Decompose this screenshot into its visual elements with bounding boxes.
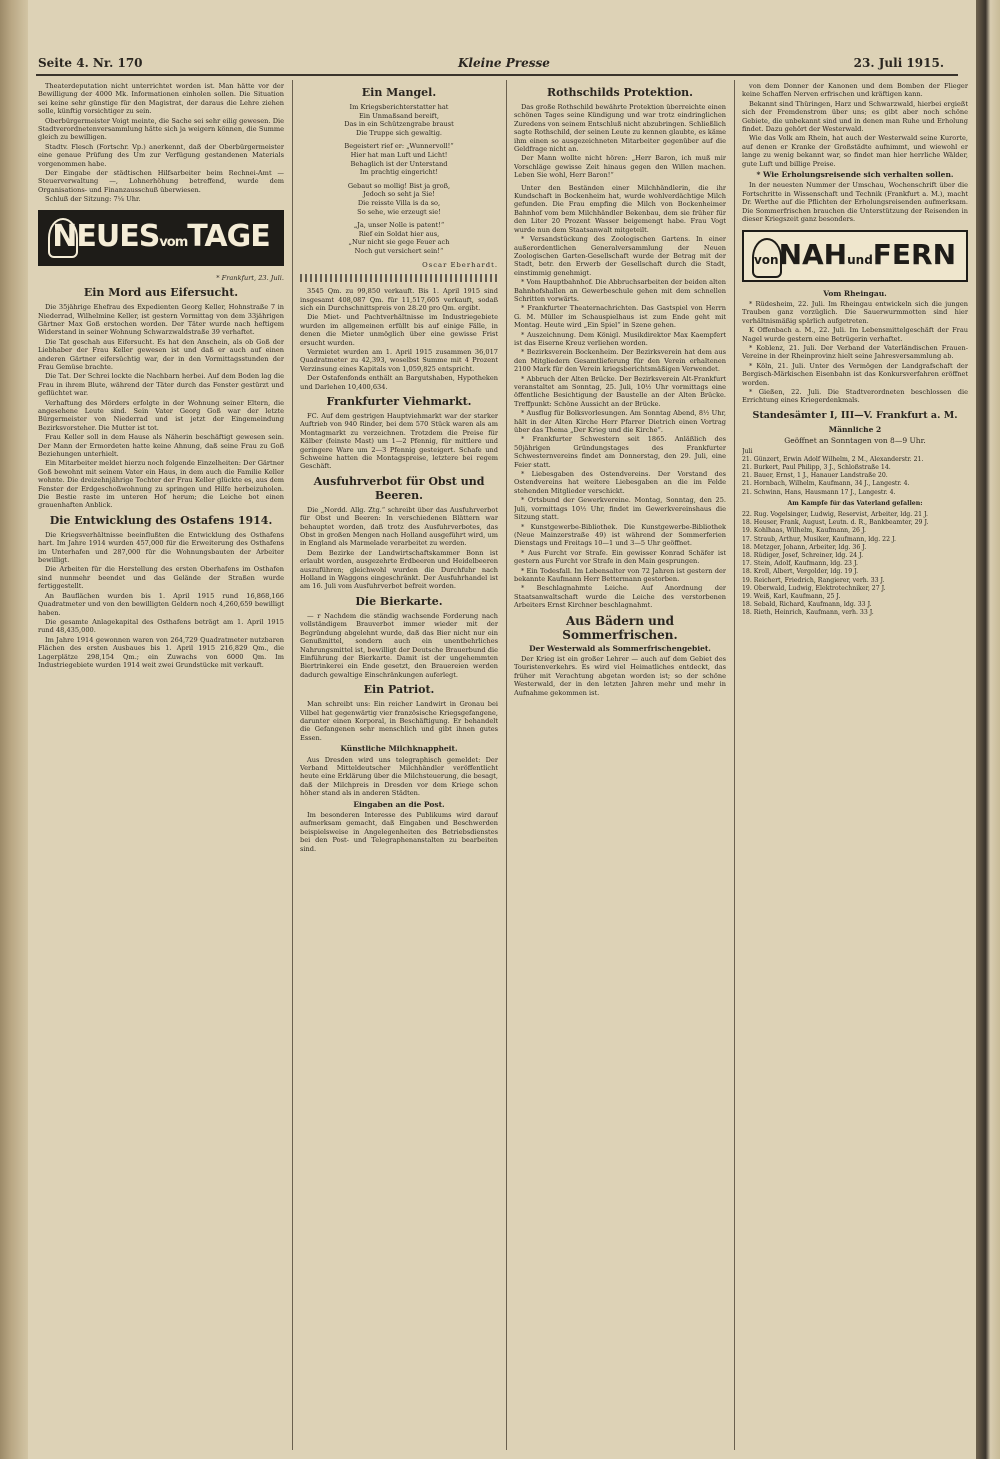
poem-title: Ein Mangel. [361,86,437,99]
paragraph: — r Nachdem die ständig wachsende Forderung nach vollständigem Brauverbot immer wieder mit der Begründung abgelehnt wurde, daß das Bier nicht nur ein Genußmittel, sondern auch ein unentbehrliches Nahrungsmittel ist, bewilligt der Deutsche Brauerbund die Einführung der Bierkarte. Damit ist der ungehemmten Biertrinkerei ein Ende gesetzt, den Brauereien werden dadurch gewaltige Einschränkungen auferlegt. [300,611,498,679]
paragraph: Theaterdeputation nicht unterrichtet worden ist. Man hätte vor der Bewilligung der 4000 Mk. Informationen einholen sollen. Die Situation sei keine sehr günstige für den Magistrat, der daraus die Lehre ziehen solle, künftig vorsichtiger zu sein. [38,82,284,116]
article-headline: Ein Mord aus Eifersucht. [83,286,239,300]
article-headline: Frankfurter Viehmarkt. [326,394,472,408]
paragraph: Wie das Volk am Rhein, hat auch der Westerwald seine Kurorte, auf denen er Kranke der Großstädte aufnimmt, und wiewohl er lange zu wenig bekannt war, so findet man hier herrliche Wälder, gute Luft und billige Preise. [742,134,968,168]
poem-line: Im prachtig eingericht! [359,168,439,177]
poem-line: Ein Unmaßsand bereift, [358,111,439,120]
list-item: 18. Rieth, Heinrich, Kaufmann, verh. 33 J. [742,609,874,617]
paragraph: * Ausflug für Bolksvorlesungen. Am Sonntag Abend, 8½ Uhr, hält in der Alten Kirche Herr Pfarrer Dietrich einen Vortrag über das Thema „Der Krieg und die Kirche“. [514,409,726,435]
banner-title: NEUESvomTAGE [52,218,270,254]
poem-line: Die Truppe sich gewaltig. [355,128,443,137]
paragraph: * Abbruch der Alten Brücke. Der Bezirksverein Alt-Frankfurt veranstaltet am Sonntag, 25. Juli, 10½ Uhr vormittags eine öffentliche Besichtigung der Baustelle an der Alten Brücke. Treffpunkt: Schöne Aussicht an der Brücke. [514,374,726,408]
paragraph: * Rüdesheim, 22. Juli. Im Rheingau entwickeln sich die jungen Trauben ganz vorzüglich. Die Sauerwurmmotten sind hier verhältnismäßig spärlich aufgetreten. [742,299,968,325]
list-item: 21. Günzert, Erwin Adolf Wilhelm, 2 M., Alexanderstr. 21. [742,455,924,463]
article-headline: Aus Bädern und Sommerfrischen. [562,613,678,642]
poem-line: Jedoch so seht ja Sie! [363,190,435,199]
list-item: 17. Stein, Adolf, Kaufmann, ldg. 23 J. [742,560,858,568]
poem-line: Gebaut so mollig! Bist ja groß, [347,181,451,190]
article-headline: Ausfuhrverbot für Obst und Beeren. [313,474,485,502]
list-item: 18. Kroll, Albert, Vergolder, ldg. 19 J. [742,568,859,576]
paragraph: K Offenbach a. M., 22. Juli. Im Lebensmittelgeschäft der Frau Nagel wurde gestern eine Betrügerin verhaftet. [742,326,968,343]
paragraph: * Vom Hauptbahnhof. Die Abbruchsarbeiten der beiden alten Bahnhofshallen an Gewerbeschule gehen mit dem schnellen Schritten vorwärts. [514,278,726,303]
paragraph: Im Jahre 1914 gewonnen waren von 264,729 Quadratmeter nutzbaren Flächen des ersten Ausbaues bis 1. April 1915 216,829 Qm., die Lagerplätze 298,154 Qm.; ein Zuwachs von 6000 Qm. Im Industriegebiete wurden 1914 weit zwei Grundstücke mit verkauft. [38,635,284,669]
paragraph: Der Mann wollte nicht hören: „Herr Baron, ich muß mir Vorschläge gewisse Zeit hinaus gegen den Willen machen. Leben Sie wohl, Herr Baron!“ [514,154,726,180]
paragraph: In der neuesten Nummer der Umschau, Wochenschrift über die Fortschritte in Wissenschaft und Technik (Frankfurt a. M.), macht Dr. Werthe auf die Pflichten der Erholungsreisenden aufmerksam. Die Sommerfrischen brauchen die Unterstützung der Reisenden in dieser Kriegszeit ganz besonders. [742,181,968,224]
paragraph: Die Kriegsverhältnisse beeinflußten die Entwicklung des Osthafens hart. Im Jahre 1914 wurden 457,000 für die Erweiterung des Osthafens im Unterhafen und 287,000 für die Wohnungsbauten der Arbeiter bewilligt. [38,530,284,565]
article-headline: Die Bierkarte. [355,594,443,608]
paragraph: * Frankfurter Schwestern seit 1865. Anläßlich des 50jährigen Gründungstages des Frankfurter Schwesternvereins findet am Donnerstag, den 29. Juli, eine Feier statt. [514,435,726,469]
list-item: Juli [742,447,753,455]
paragraph: * Kunstgewerbe-Bibliothek. Die Kunstgewerbe-Bibliothek (Neue Mainzerstraße 49) ist während der Sommerferien Dienstags und Freitags 10—1 und 3—5 Uhr geöffnet. [514,522,726,548]
paragraph: Die 35jährige Ehefrau des Expedienten Georg Keller, Hohnstraße 7 in Niederrad, Wilhelmine Keller, ist gestern Vormittag von dem 33jährigen Gärtner Max Goß erstochen worden. Der Täter wurde nach heftigem Widerstand in seiner Wohnung Schwarzwaldstraße 39 verhaftet. [38,303,284,337]
paragraph: Stadtv. Flesch (Fortschr. Vp.) anerkennt, daß der Oberbürgermeister eine genaue Prüfung des Um zur Verfügung gestandenen Materials vorgenommen habe. [38,142,284,168]
page-header [38,56,948,74]
poem-line: Die reisste Villa is da so, [357,198,441,207]
sub-headline: Der Westerwald als Sommerfrischengebiet. [529,643,711,653]
ornamental-divider [300,274,498,282]
paragraph: Die gesamte Anlagekapital des Osthafens beträgt am 1. April 1915 rund 48,435,000. [38,617,284,635]
newspaper-title: Kleine Presse [458,56,550,70]
list-item: 21. Bauer, Ernst, 1 J., Hanauer Landstraße 20. [742,472,888,480]
poem-stanza [300,182,498,216]
banner-title: vonNAHundFERN [753,237,957,271]
paragraph: Die Tat. Der Schrei lockte die Nachbarn herbei. Auf dem Boden lag die Frau in ihrem Blute, während der Täter durch das Fenster gestürzt und geflüchtet war. [38,372,284,398]
paragraph: * Koblenz, 21. Juli. Der Verband der Vaterländischen Frauen-Vereine in der Rheinprovinz hielt seine Jahresversammlung ab. [742,343,968,361]
paragraph: Unter den Beständen einer Milchhändlerin, die ihr Kundschaft in Bockenheim hat, wurde wohlverdächtige Milch gefunden. Die Frau empfing die Milch von Bockenheimer Bahnhof vom bem Milchhändler Bekenbau, dem sie früher für den Liter 20 Prozent Wasser beigemengt habe. Frau Vogt wurde nun dem Staatsanwalt mitgeteilt. [514,183,726,234]
poem-line: „Ja, unser Nolle is patent!“ [353,221,445,230]
section-banner-neues-vom-tage [38,210,284,266]
sub-headline: Vom Rheingau. [823,288,887,298]
sub-headline: Männliche 2 [828,424,882,434]
column-3 [514,82,726,1452]
notice: Geöffnet an Sonntagen von 8—9 Uhr. [784,436,926,446]
paragraph: Aus Dresden wird uns telegraphisch gemeldet: Der Verband Mitteldeutscher Milchhändler veröffentlicht heute eine Erklärung über die Milchsteuerung, die besagt, daß der Milchpreis in Dresden vor dem Kriege schon höher stand als in anderen Städten. [300,755,498,798]
sub-headline: Künstliche Milchknappheit. [340,744,458,754]
poem-line: Im Kriegsberichterstatter hat [349,103,449,111]
paragraph: Oberbürgermeister Voigt meinte, die Sache sei sehr eilig gewesen. Die Stadtverordnetenversammlung hätte sich ja weigern können, die Summe gleich zu bewilligen. [38,116,284,142]
paragraph: Man schreibt uns: Ein reicher Landwirt in Gronau bei Vilbel hat gegenwärtig vier französische Kriegsgefangene, darunter einen Korporal, in Beschäftigung. Er behandelt die Gefangenen sehr menschlich und gibt ihnen gutes Essen. [300,700,498,742]
list-item: 18. Sebald, Richard, Kaufmann, ldg. 33 J. [742,601,872,609]
list-item: 18. Rüdiger, Josef, Schreiner, ldg. 24 J. [742,552,864,560]
poem-line: Das in ein Schützengrabe braust [344,120,454,129]
poem-line: „Nur nicht sie gege Feuer ach [348,238,450,247]
paragraph: Das große Rothschild bewährte Protektion überreichte einen schönen Tages seine Kündigung und war trotz eindringlichen Zuredens von seinem Entschluß nicht abzubringen. Schließlich sagte Rothschild, der seinen Leute zu kennen glaubte, es käme ihm einen so ausgezeichneten Mitarbeiter gegenüber auf die Geldfrage nicht an. [514,103,726,154]
page-edge-right [976,0,1000,1459]
paragraph: * Versandstückung des Zoologischen Gartens. In einer außerordentlichen Generalversammlung der Neuen Zoologischen Garten-Gesellschaft wurde der Betrag mit der Stadt, betr. den Erwerb der Gesellschaft durch die Stadt, einstimmig genehmigt. [514,235,726,277]
paragraph: Der Eingabe der städtischen Hilfsarbeiter beim Rechnei-Amt — Steuerverwaltung —, Lohnerhöhung betreffend, wurde dem Organisations- und Finanzausschuß überwiesen. [38,169,284,194]
paragraph: Der Krieg ist ein großer Lehrer — auch auf dem Gebiet des Touristenverkehrs. Es wird viel Heimatliches entdeckt, das früher mit Verachtung abgetan worden ist; so der schöne Westerwald, der in den letzten Jahren mehr und mehr in Aufnahme gekommen ist. [514,654,726,697]
poem-line: So sehe, wie erzeugt sie! [357,207,441,216]
list-item: 18. Heuser, Frank, August, Leutn. d. R., Bankbeamter, 29 J. [742,519,929,527]
list-heading: Am Kampfe für das Vaterland gefallen: [787,499,923,507]
newspaper-page [28,0,976,1459]
paragraph: * Ortsbund der Gewerkvereine. Montag, Sonntag, den 25. Juli, vormittags 10½ Uhr, findet im Gewerkvereinshaus die Sitzung statt. [514,496,726,522]
paragraph: 3545 Qm. zu 99,850 verkauft. Bis 1. April 1915 sind insgesamt 408,087 Qm. für 11,517,605 verkauft, sodaß sich ein Durchschnittspreis von 28.20 pro Qm. ergibt. [300,287,498,312]
poem-line: Noch gut versichert sein!“ [354,246,444,255]
paragraph: Im besonderen Interesse des Publikums wird darauf aufmerksam gemacht, daß Eingaben und Beschwerden beispielsweise in Angelegenheiten des Betriebsdienstes bei den Post- und Telegraphenanstalten zu bearbeiten sind. [300,811,498,853]
paragraph: * Auszeichnung. Dem Königl. Musikdirektor Max Kaempfert ist das Eiserne Kreuz verliehen worden. [514,330,726,347]
paragraph: Der Ostafenfonds enthält an Bargutshaben, Hypotheken und Darlehen 10,400,634. [300,374,498,391]
list-item: 21. Schwinn, Hans, Hausmann 17 J., Langestr. 4. [742,488,896,496]
poem-line: Begeistert rief er: „Wunnervoll!“ [344,142,454,151]
page-number: Seite 4. Nr. 170 [38,56,143,70]
paragraph: Die Tat geschah aus Eifersucht. Es hat den Anschein, als ob Goß der Liebhaber der Frau Keller gewesen ist und daß er auch auf einen anderen Gärtner eifersüchtig war, der in den Vormittagsstunden der Frau Gemüse brachte. [38,337,284,371]
paragraph: von dem Donner der Kanonen und dem Bomben der Flieger keine Schaffen Nerven erfrischen und kräftigen kann. [742,82,968,99]
poem-stanza [300,103,498,137]
paragraph: * Liebesgaben des Ostendvereins. Der Vorstand des Ostendvereins hat weitere Liebesgaben an die im Felde stehenden Mitglieder verschickt. [514,470,726,495]
poem-line: Behaglich ist der Unterstand [350,159,448,168]
poem-author: Oscar Eberhardt. [422,260,498,269]
list-item: 21. Hornbach, Wilhelm, Kaufmann, 34 J., Langestr. 4. [742,480,910,488]
column-2 [300,82,498,1452]
registry-list [742,448,968,618]
poem-line: Rief ein Soldat hier aus, [358,229,440,238]
poem [300,103,498,269]
paragraph: * Frankfurter Theaternachrichten. Das Gastspiel von Herrn G. M. Müller im Schauspielhaus ist zum Ende geht mit Montag. Heute wird „Ein Spiel“ in Szene gehen. [514,304,726,330]
paragraph: FC. Auf dem gestrigen Hauptviehmarkt war der starker Auftrieb von 940 Rinder, bei dem 570 Stück waren als am Montagmarkt zu verzeichnen. Trotzdem die Preise für Kälber (feinste Mast) um 1—2 Pfennig, für mittlere und geringere Ware um 2—3 Pfennig gesteigert. Schafe und Schweine hatten die Montagspreise, letztere bei regem Geschäft. [300,411,498,471]
dateline: * Frankfurt, 23. Juli. [216,273,284,282]
paragraph: Schluß der Sitzung: 7¼ Uhr. [45,195,141,204]
issue-date: 23. Juli 1915. [853,56,944,70]
paragraph: Frau Keller soll in dem Hause als Näherin beschäftigt gewesen sein. Der Mann der Ermordeten hatte keine Ahnung, daß seine Frau zu Goß Beziehungen unterhielt. [38,433,284,458]
list-item: 17. Straub, Arthur, Musiker, Kaufmann, ldg. 22 J. [742,535,896,543]
article-headline: Die Entwicklung des Ostafens 1914. [49,513,273,527]
paragraph: Ein Mitarbeiter meldet hierzu noch folgende Einzelheiten: Der Gärtner Goß bewohnt mit seinem Vater ein Haus, in dem auch die Familie Keller wohnte. Die dreizehnjährige Tochter der Frau Keller glückte es, aus dem Fenster der Erdgeschoßwohnung zu springen und Hilfe herbeizuholen. Die Bestie raste im unteren Hof herum; die Leiche bot einen grauenhaften Anblick. [38,459,284,510]
paragraph: Bekannt sind Thüringen, Harz und Schwarzwald, hierbei ergießt sich der Fremdenstrom über uns; es gibt aber noch schöne Gebiete, die unbekannt sind und in denen man Ruhe und Erholung findet. Dazu gehört der Westerwald. [742,99,968,134]
article-headline: Standesämter I, III—V. Frankfurt a. M. [752,409,958,421]
article-headline: Rothschilds Protektion. [546,86,694,99]
article-headline: Ein Patriot. [363,683,435,697]
header-rule [36,74,958,76]
section-banner-von-nah-und-fern [742,230,968,282]
poem-line: Hier hat man Luft und Licht! [350,150,448,159]
list-item: 19. Oberwald, Ludwig, Elektrotechniker, 27 J. [742,584,886,592]
column-1 [38,82,284,1452]
column-rule-3 [734,80,735,1450]
article-headline: * Wie Erholungsreisende sich verhalten sollen. [756,170,954,180]
column-rule-2 [506,80,507,1450]
poem-stanza [300,221,498,255]
paragraph: Verhaftung des Mörders erfolgte in der Wohnung seiner Eltern, die angesehene Leute sind. Sein Vater Georg Goß war der letzte Bürgermeister von Niederrad und ist jetzt der Eingemeindung Bezirksvorsteher. Die Mutter ist tot. [38,398,284,432]
list-item: 18. Metzger, Johann, Arbeiter, ldg. 36 J. [742,543,867,551]
paragraph: * Gießen, 22. Juli. Die Stadtverordneten beschlossen die Errichtung eines Kriegerdenkmals. [742,387,968,405]
paragraph: * Beschlagnahmte Leiche. Auf Anordnung der Staatsanwaltschaft wurde die Leiche des verstorbenen Arbeiters Ernst Kirchner beschlagnahmt. [514,584,726,610]
column-rule-1 [292,80,293,1450]
list-item: 21. Burkert, Paul Philipp, 3 J., Schloßstraße 14. [742,464,891,471]
paragraph: * Ein Todesfall. Im Lebensalter von 72 Jahren ist gestern der bekannte Kaufmann Herr Bettermann gestorben. [514,566,726,583]
paragraph: * Bezirksverein Bockenheim. Der Bezirksverein hat dem aus den Mitgliedern Gesamtlieferung für den Verein erhaltenen 2100 Mark für den Verein kriegsberichtsmäßigen Verwendet. [514,348,726,374]
paragraph: * Köln, 21. Juli. Unter des Vermögen der Landgrafschaft der Bergisch-Märkischen Eisenbahn ist das Konkursverfahren eröffnet worden. [742,361,968,387]
paragraph: Die Miet- und Pachtverhältnisse im Industriegebiete wurden im allgemeinen erfüllt bis auf einige Fälle, in denen die Mieter unmöglich über eine gewisse Frist ersucht wurden. [300,313,498,347]
list-item: 19. Reichert, Friedrich, Rangierer, verh. 33 J. [742,576,885,584]
list-item: 22. Rug. Vogelsinger, Ludwig, Reservist, Arbeiter, ldg. 21 J. [742,511,928,519]
sub-headline: Eingaben an die Post. [353,799,445,809]
paragraph: Vermietet wurden am 1. April 1915 zusammen 36,017 Quadratmeter zu 42,393, woselbst Summe mit 4 Prozent Verzinsung eines Kapitals von 1,059,825 entspricht. [300,347,498,373]
list-item: 19. Weiß, Karl, Kaufmann, 25 J. [742,593,841,601]
page-binding-left [0,0,28,1459]
poem-stanza [300,142,498,176]
paragraph: * Aus Furcht vor Strafe. Ein gewisser Konrad Schäfer ist gestern aus Furcht vor Strafe in den Main gesprungen. [514,548,726,566]
paragraph: Die „Nordd. Allg. Ztg.“ schreibt über das Ausfuhrverbot für Obst und Beeren: In verschiedenen Blättern war behauptet worden, daß trotz des Ausfuhrverbotes, das Obst in großen Mengen nach Holland ausgeführt wird, um in England als Marmelade verarbeitet zu werden. [300,505,498,548]
paragraph: Dem Bezirke der Landwirtschaftskammer Bonn ist erlaubt worden, ausgezehrte Erdbeeren und Heidelbeeren auszuführen; gleichwohl wurden die Durchfuhr nach Holland in Waggons eingeschränkt. Der Ausfuhrhandel ist am 16. Juli vom Ausfuhrverbot befreit worden. [300,548,498,591]
paragraph: Die Arbeiten für die Herstellung des ersten Oberhafens im Osthafen sind nunmehr beendet und das Gelände der Straßen wurde fertiggestellt. [38,565,284,591]
list-item: 19. Kohlhaas, Wilhelm, Kaufmann, 26 J. [742,527,866,535]
paragraph: An Bauflächen wurden bis 1. April 1915 rund 16,868,166 Quadratmeter und von den bewilligten Geldern noch 4,260,659 bewilligt haben. [38,591,284,617]
column-4 [742,82,968,1452]
